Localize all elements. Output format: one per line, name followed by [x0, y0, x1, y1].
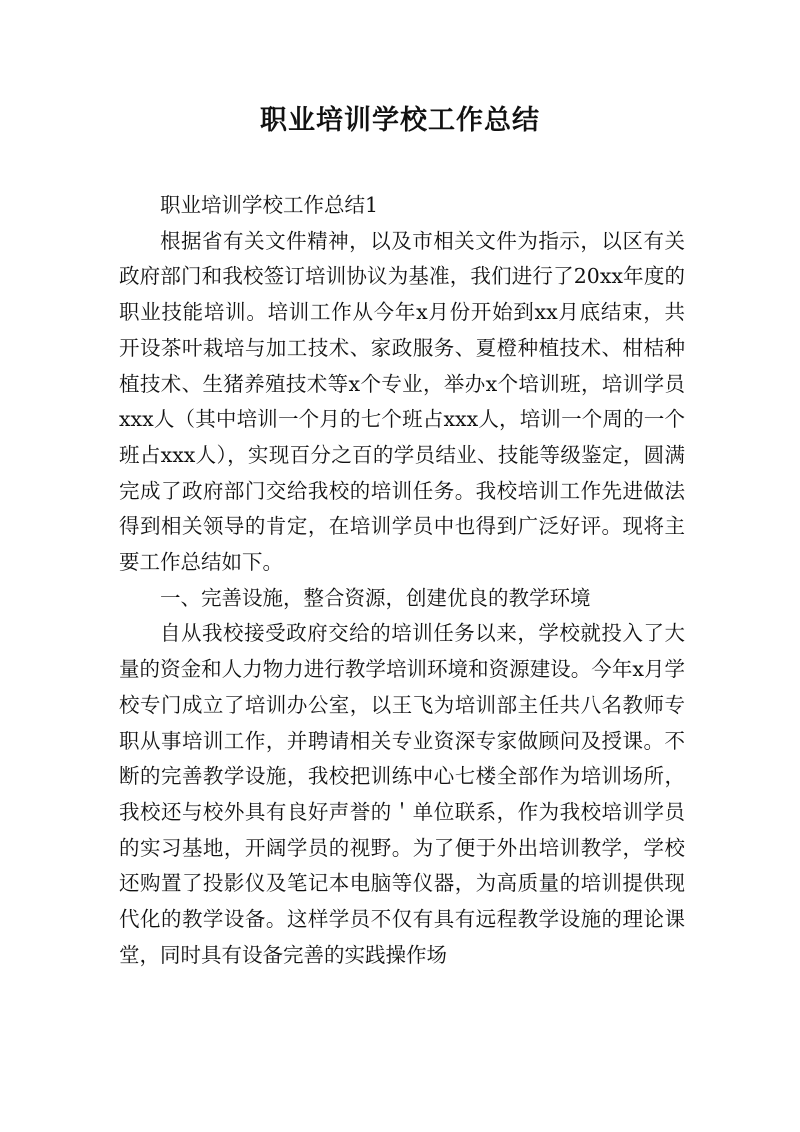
document-title: 职业培训学校工作总结 [260, 105, 540, 136]
paragraph: 根据省有关文件精神，以及市相关文件为指示，以区有关政府部门和我校签订培训协议为基准，我们进行了20xx年度的职业技能培训。培训工作从今年x月份开始到xx月底结束，共开设茶叶栽培与加工技术、家政服务、夏橙种植技术、柑桔种植技术、生猪养殖技术等x个专业，举办x个培训班，培训学员xxx人（其中培训一个月的七个班占xxx人，培训一个周的一个班占xxx人），实现百分之百的学员结业、技能等级鉴定，圆满完成了政府部门交给我校的培训任务。我校培训工作先进做法得到相关领导的肯定，在培训学员中也得到广泛好评。现将主要工作总结如下。 [119, 228, 685, 575]
section-heading: 职业培训学校工作总结1 [160, 193, 379, 217]
section-heading: 一、完善设施，整合资源，创建优良的教学环境 [160, 585, 591, 610]
document-body [119, 188, 685, 973]
paragraph: 自从我校接受政府交给的培训任务以来，学校就投入了大量的资金和人力物力进行教学培训环境和资源建设。今年x月学校专门成立了培训办公室，以王飞为培训部主任共八名教师专职从事培训工作，并聘请相关专业资深专家做顾问及授课。不断的完善教学设施，我校把训练中心七楼全部作为培训场所，我校还与校外具有良好声誉的＇单位联系，作为我校培训学员的实习基地，开阔学员的视野。为了便于外出培训教学，学校还购置了投影仪及笔记本电脑等仪器，为高质量的培训提供现代化的教学设备。这样学员不仅有具有远程教学设施的理论课堂，同时具有设备完善的实践操作场 [119, 621, 685, 967]
